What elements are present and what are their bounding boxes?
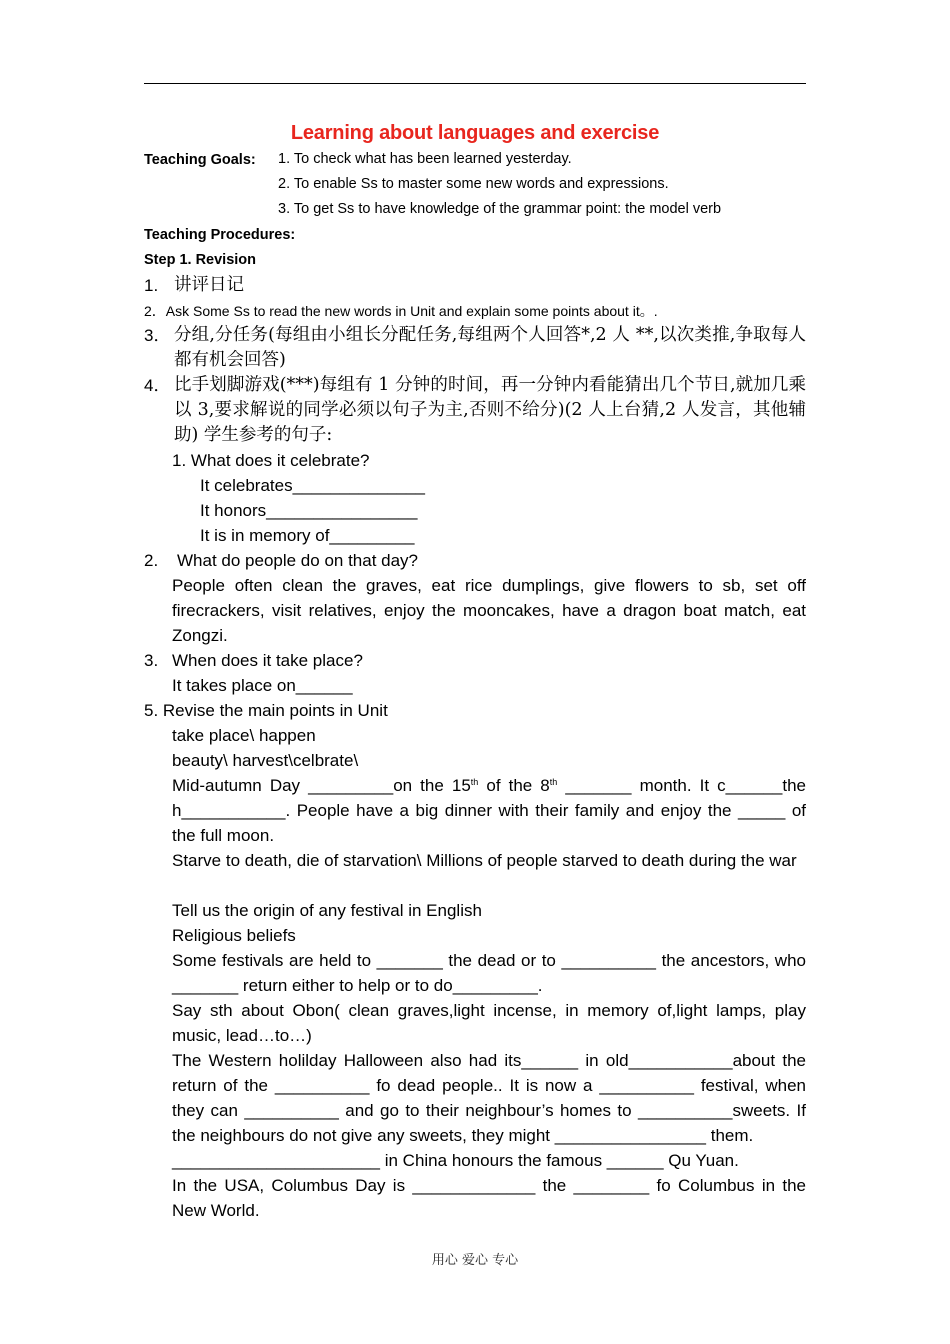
question-1-answer-3: It is in memory of_________ [200, 526, 415, 545]
document-title: Learning about languages and exercise [290, 122, 660, 144]
main-points-heading: 5. Revise the main points in Unit [144, 701, 388, 720]
main-point-2: beauty\ harvest\celbrate\ [172, 751, 359, 770]
question-3-answer: It takes place on______ [172, 676, 353, 695]
main-point-qu-yuan: ______________________ in China honours the famous ______ Qu Yuan. [172, 1151, 739, 1170]
item1-text: 讲评日记 [174, 275, 244, 295]
ordinal-suffix-1: th [470, 777, 479, 787]
question-3-number: 3. [144, 651, 159, 670]
midautumn-part-a: Mid-autumn Day _________on the 15 [172, 776, 471, 795]
page-footer: 用心 爱心 专心 [431, 1253, 519, 1268]
main-point-origin: Tell us the origin of any festival in English [172, 901, 482, 920]
main-point-starve: Starve to death, die of starvation\ Millions of people starved to death during the war [172, 851, 797, 870]
teaching-goals-label: Teaching Goals: [144, 152, 256, 168]
item3-number: 3． [144, 326, 171, 345]
header-rule [144, 83, 806, 84]
ordinal-suffix-2: th [549, 777, 558, 787]
item4-number: 4． [144, 376, 171, 395]
teaching-procedures-label: Teaching Procedures: [144, 227, 296, 243]
main-point-halloween: The Western holilday Halloween also had its______ in old___________about the return of the __________ fo dead people.. It is now a __________ festival, when they can __________ and go to their neighbour’s homes to __________sweets. If the neighbours do not give any sweets, they might ________________ them. [172, 1051, 806, 1145]
goal-item-3: 3. To get Ss to have knowledge of the grammar point: the model verb [278, 201, 722, 217]
main-point-obon: Say sth about Obon( clean graves,light incense, in memory of,light lamps, play music, lead…to…) [172, 1001, 806, 1045]
main-point-1: take place\ happen [172, 726, 316, 745]
goal-item-2: 2. To enable Ss to master some new words and expressions. [278, 176, 669, 192]
midautumn-part-c: _______ month. It c______the h___________. People have a big dinner with their family and enjoy the _____ of the full moon. [172, 776, 806, 845]
main-point-columbus: In the USA, Columbus Day is _____________ the ________ fo Columbus in the New World. [172, 1176, 806, 1220]
question-3: When does it take place? [172, 651, 363, 670]
question-1: 1. What does it celebrate? [172, 451, 370, 470]
question-2: What do people do on that day? [177, 551, 419, 570]
item4-text: 比手划脚游戏(***)每组有 1 分钟的时间，再一分钟内看能猜出几个节日,就加几乘以 3,要求解说的同学必须以句子为主,否则不给分)(2 人上台猜,2 人发言，其他辅助) 学生参考的句子: [174, 375, 806, 445]
question-1-answer-2: It honors________________ [200, 501, 418, 520]
question-2-answer: People often clean the graves, eat rice dumplings, give flowers to sb, set off firecrackers, visit relatives, enjoy the mooncakes, have a dragon boat match, eat Zongzi. [172, 576, 806, 645]
step1-heading: Step 1. Revision [144, 252, 257, 268]
item3-text: 分组,分任务(每组由小组长分配任务,每组两个人回答*,2 人 **,以次类推,争取每人都有机会回答) [174, 325, 806, 370]
question-1-answer-1: It celebrates______________ [200, 476, 425, 495]
item1-number: 1. [144, 276, 159, 295]
main-point-religious: Religious beliefs [172, 926, 296, 945]
goal-item-1: 1. To check what has been learned yesterday. [278, 151, 572, 167]
midautumn-part-b: of the 8 [478, 776, 550, 795]
question-2-number: 2. [144, 551, 159, 570]
item2-text: 2．Ask Some Ss to read the new words in Unit and explain some points about it。. [144, 303, 658, 319]
main-point-festivals-dead: Some festivals are held to _______ the dead or to __________ the ancestors, who _______ return either to help or to do_________. [172, 951, 806, 995]
midautumn-paragraph [172, 773, 806, 848]
